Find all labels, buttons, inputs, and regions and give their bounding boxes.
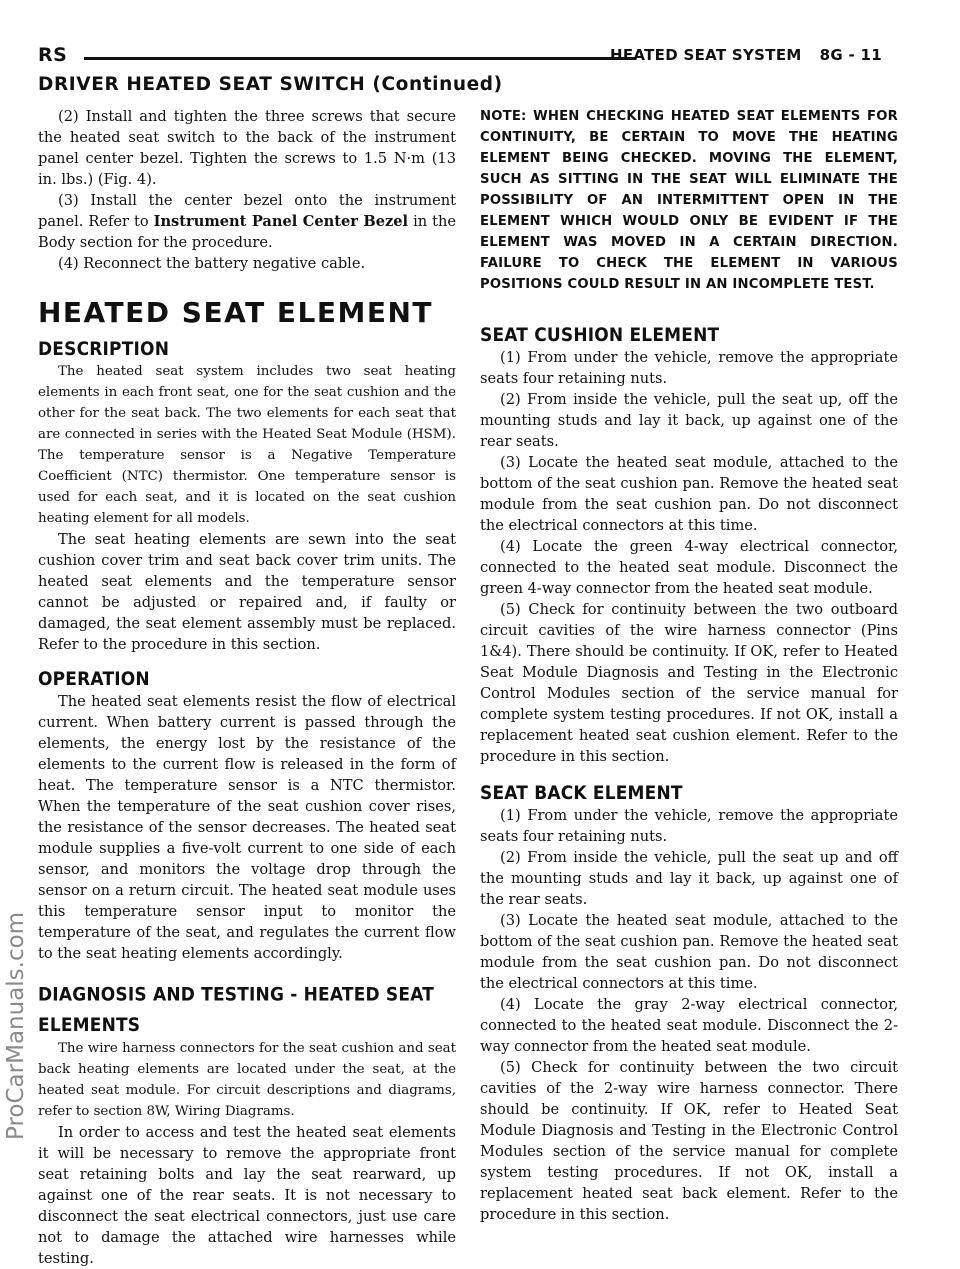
- header-rule: [84, 57, 636, 60]
- description-paragraph-1: The heated seat system includes two seat heating elements in each front seat, one for the seat cushion and the other for the seat back. The two elements for each seat that are connected in series with the Heated Seat Module (HSM). The temperature sensor is a Negative Temperature Coefficient (NTC) thermistor. One temperature sensor is used for each seat, and it is located on the seat cushion heating element for all models.: [38, 364, 456, 526]
- back-step-2: (2) From inside the vehicle, pull the seat up and off the mounting studs and lay it back, up against one of the rear seats.: [480, 849, 898, 908]
- header-page-number: 8G - 11: [819, 46, 882, 64]
- header-model-code: RS: [38, 44, 68, 66]
- cushion-step-1: (1) From under the vehicle, remove the appropriate seats four retaining nuts.: [480, 349, 898, 387]
- switch-step-4: (4) Reconnect the battery negative cable.: [58, 255, 366, 272]
- section-title: HEATED SEAT ELEMENT: [38, 296, 434, 329]
- description-heading: DESCRIPTION: [38, 339, 170, 361]
- description-paragraph-2: The seat heating elements are sewn into the seat cushion cover trim and seat back cover trim units. The heated seat elements and the temperature sensor cannot be adjusted or repaired and, if faulty or damaged, the seat element assembly must be replaced. Refer to the procedure in this section.: [38, 531, 456, 653]
- page-header: [38, 44, 882, 74]
- cushion-step-4: (4) Locate the green 4-way electrical connector, connected to the heated seat module. Disconnect the green 4-way connector from the heated seat module.: [480, 538, 898, 597]
- left-column: [38, 106, 456, 1269]
- switch-step-3-tail: in the Body section for the procedure.: [38, 213, 457, 251]
- continuity-note: NOTE: WHEN CHECKING HEATED SEAT ELEMENTS FOR CONTINUITY, BE CERTAIN TO MOVE THE HEATING ELEMENT BEING CHECKED. MOVING THE ELEMENT, SUCH AS SITTING IN THE SEAT WILL ELIMINATE THE POSSIBILITY OF AN INTERMITTENT OPEN IN THE ELEMENT WHICH WOULD ONLY BE EVIDENT IF THE ELEMENT WAS MOVED IN A CERTAIN DIRECTION. FAILURE TO CHECK THE ELEMENT IN VARIOUS POSITIONS COULD RESULT IN AN INCOMPLETE TEST.: [480, 109, 898, 292]
- switch-step-2: (2) Install and tighten the three screws that secure the heated seat switch to the back of the instrument panel center bezel. Tighten the screws to 1.5 N·m (13 in. lbs.) (Fig. 4).: [38, 108, 456, 188]
- diagnosis-paragraph-2: In order to access and test the heated seat elements it will be necessary to remove the appropriate front seat retaining bolts and lay the seat rearward, up against one of the rear seats. It is not necessary to disconnect the seat electrical connectors, just use care not to damage the attached wire harnesses while testing.: [38, 1124, 456, 1267]
- header-title-block: [610, 46, 882, 64]
- back-step-4: (4) Locate the gray 2-way electrical connector, connected to the heated seat module. Disconnect the 2-way connector from the heated seat module.: [480, 996, 898, 1055]
- right-column: [480, 106, 898, 1225]
- header-title: HEATED SEAT SYSTEM: [609, 46, 802, 64]
- back-step-5: (5) Check for continuity between the two circuit cavities of the 2-way wire harness connector. There should be continuity. If OK, refer to Heated Seat Module Diagnosis and Testing in the Electronic Control Modules section of the service manual for complete system testing procedures. If not OK, install a replacement heated seat back element. Refer to the procedure in this section.: [480, 1059, 898, 1223]
- seat-cushion-heading: SEAT CUSHION ELEMENT: [480, 325, 720, 347]
- cushion-step-3: (3) Locate the heated seat module, attached to the bottom of the seat cushion pan. Remove the heated seat module from the seat cushion pan. Do not disconnect the electrical connectors at this time.: [480, 454, 898, 534]
- back-step-1: (1) From under the vehicle, remove the appropriate seats four retaining nuts.: [480, 807, 898, 845]
- back-step-3: (3) Locate the heated seat module, attached to the bottom of the seat cushion pan. Remove the heated seat module from the seat cushion pan. Do not disconnect the electrical connectors at this time.: [480, 912, 898, 992]
- switch-step-3: [38, 190, 456, 253]
- operation-paragraph: The heated seat elements resist the flow of electrical current. When battery current is passed through the elements, the energy lost by the resistance of the elements to the current flow is released in the form of heat. The temperature sensor is a NTC thermistor. When the temperature of the seat cushion cover rises, the resistance of the sensor decreases. The heated seat module supplies a five-volt current to one side of each sensor, and monitors the voltage drop through the sensor on a return circuit. The heated seat module uses this temperature sensor input to monitor the temperature of the seat, and regulates the current flow to the seat heating elements accordingly.: [38, 693, 456, 962]
- switch-step-3-text: (3) Install the center bezel onto the instrument panel. Refer to: [38, 192, 456, 230]
- diagnosis-paragraph-1: The wire harness connectors for the seat cushion and seat back heating elements are located under the seat, at the heated seat module. For circuit descriptions and diagrams, refer to section 8W, Wiring Diagrams.: [38, 1041, 456, 1119]
- cushion-step-2: (2) From inside the vehicle, pull the seat up, off the mounting studs and lay it back, up against one of the rear seats.: [480, 391, 898, 450]
- bezel-reference: Instrument Panel Center Bezel: [153, 213, 409, 230]
- diagnosis-heading: DIAGNOSIS AND TESTING - HEATED SEAT ELEMENTS: [38, 984, 435, 1037]
- continued-heading: DRIVER HEATED SEAT SWITCH (Continued): [38, 74, 503, 95]
- watermark: ProCarManuals.com: [3, 911, 29, 1140]
- operation-heading: OPERATION: [38, 669, 150, 691]
- cushion-step-5: (5) Check for continuity between the two outboard circuit cavities of the wire harness connector (Pins 1&4). There should be continuity. If OK, refer to Heated Seat Module Diagnosis and Testing in the Electronic Control Modules section of the service manual for complete system testing procedures. If not OK, install a replacement heated seat cushion element. Refer to the procedure in this section.: [480, 601, 898, 765]
- seat-back-heading: SEAT BACK ELEMENT: [480, 783, 683, 805]
